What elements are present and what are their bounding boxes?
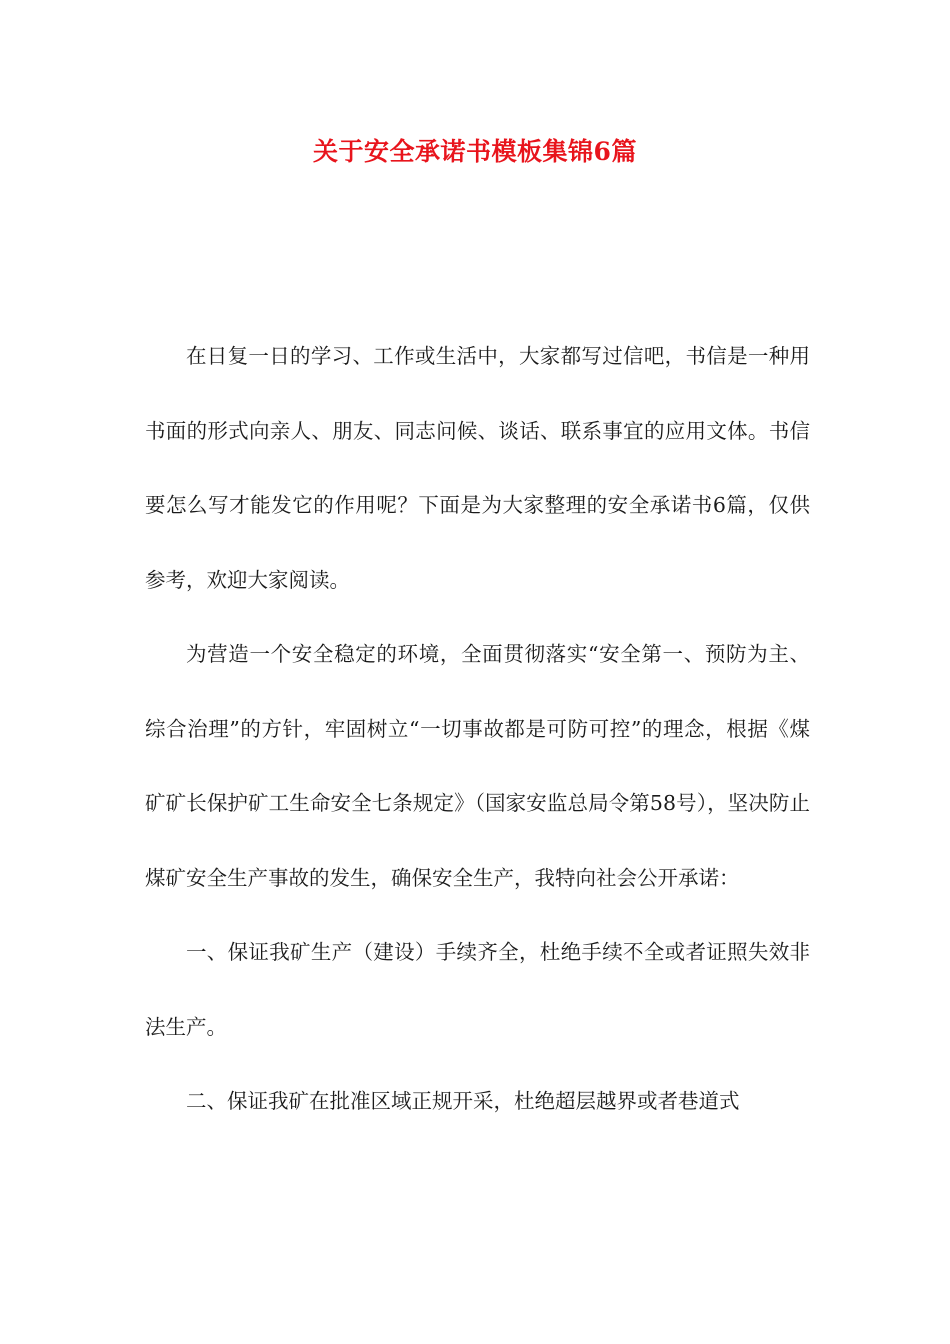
document-body	[145, 319, 810, 1139]
document-title: 关于安全承诺书模板集锦6篇	[313, 137, 637, 166]
paragraph-intro: 在日复一日的学习、工作或生活中，大家都写过信吧，书信是一种用书面的形式向亲人、朋友、同志问候、谈话、联系事宜的应用文体。书信要怎么写才能发它的作用呢？下面是为大家整理的安全承诺书6篇，仅供参考，欢迎大家阅读。	[145, 344, 810, 592]
paragraph-item-2: 二、保证我矿在批准区域正规开采，杜绝超层越界或者巷道式	[186, 1089, 740, 1113]
paragraph-item-1: 一、保证我矿生产（建设）手续齐全，杜绝手续不全或者证照失效非法生产。	[145, 940, 810, 1039]
paragraph-commitment-preamble: 为营造一个安全稳定的环境，全面贯彻落实“安全第一、预防为主、综合治理”的方针，牢固树立“一切事故都是可防可控”的理念，根据《煤矿矿长保护矿工生命安全七条规定》（国家安监总局令第58号），坚决防止煤矿安全生产事故的发生，确保安全生产，我特向社会公开承诺：	[145, 642, 810, 890]
